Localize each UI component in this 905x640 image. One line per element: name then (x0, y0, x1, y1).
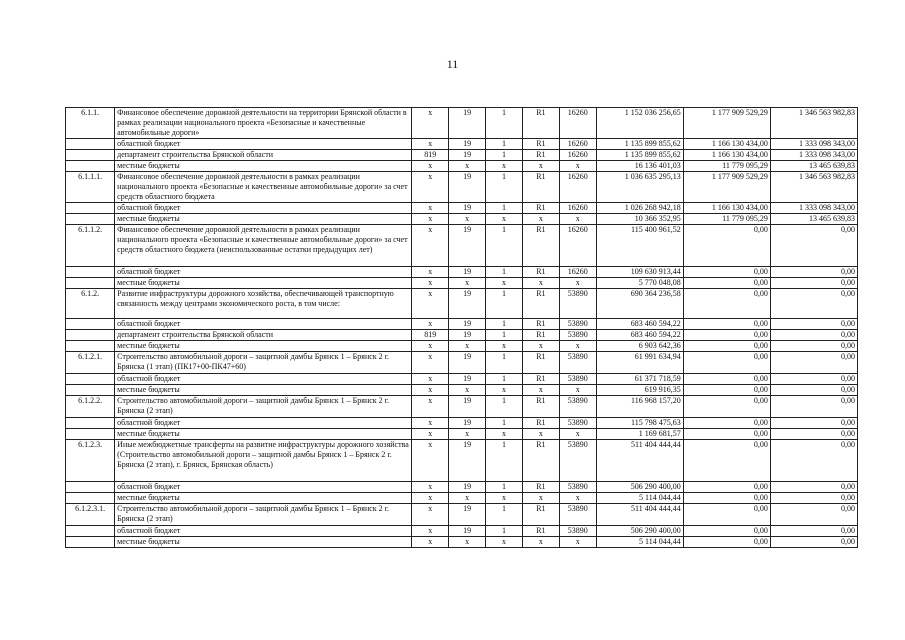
cell-code-4: х (522, 537, 559, 548)
cell-amount-1: 1 135 899 855,62 (596, 139, 683, 150)
cell-code-2: 19 (449, 267, 486, 278)
row-number: 6.1.2.3. (66, 440, 115, 482)
cell-code-3: х (486, 278, 523, 289)
cell-code-1: х (412, 267, 449, 278)
cell-code-5: х (559, 537, 596, 548)
row-name: Строительство автомобильной дороги – защитной дамбы Брянск 1 – Брянск 2 г. Брянска (2 этап) (115, 504, 412, 526)
cell-code-5: 53890 (559, 374, 596, 385)
cell-code-4: х (522, 429, 559, 440)
cell-code-1: х (412, 440, 449, 482)
cell-code-2: 19 (449, 352, 486, 374)
row-name: Финансовое обеспечение дорожной деятельности в рамках реализации национального проекта «Безопасные и качественные автомобильные дороги» за счет средств областного бюджета (115, 172, 412, 203)
cell-code-4: R1 (522, 330, 559, 341)
row-name: Развитие инфраструктуры дорожного хозяйства, обеспечивающей транспортную связанность между центрами экономического роста, в том числе: (115, 289, 412, 319)
row-number (66, 150, 115, 161)
row-number (66, 429, 115, 440)
row-number (66, 214, 115, 225)
cell-code-1: х (412, 429, 449, 440)
cell-code-3: 1 (486, 504, 523, 526)
cell-amount-1: 1 026 268 942,18 (596, 203, 683, 214)
row-number (66, 267, 115, 278)
cell-code-2: х (449, 493, 486, 504)
cell-code-3: 1 (486, 108, 523, 139)
cell-amount-3: 1 333 098 343,00 (770, 203, 857, 214)
row-name: Строительство автомобильной дороги – защитной дамбы Брянск 1 – Брянск 2 г. Брянска (2 этап) (115, 396, 412, 418)
cell-code-2: х (449, 161, 486, 172)
row-number: 6.1.2.3.1. (66, 504, 115, 526)
cell-code-1: х (412, 278, 449, 289)
cell-code-2: 19 (449, 396, 486, 418)
cell-amount-2: 0,00 (683, 385, 770, 396)
cell-amount-2: 0,00 (683, 440, 770, 482)
cell-code-5: 53890 (559, 504, 596, 526)
cell-amount-3: 0,00 (770, 482, 857, 493)
cell-amount-2: 0,00 (683, 537, 770, 548)
cell-code-2: 19 (449, 203, 486, 214)
table-row (66, 374, 858, 385)
row-number (66, 385, 115, 396)
cell-code-1: х (412, 537, 449, 548)
cell-amount-2: 0,00 (683, 396, 770, 418)
cell-amount-1: 10 366 352,95 (596, 214, 683, 225)
cell-code-5: 53890 (559, 526, 596, 537)
cell-code-2: х (449, 214, 486, 225)
cell-code-4: R1 (522, 108, 559, 139)
cell-code-2: 19 (449, 172, 486, 203)
cell-code-5: х (559, 278, 596, 289)
cell-amount-1: 511 404 444,44 (596, 504, 683, 526)
row-name: местные бюджеты (115, 385, 412, 396)
row-name: областной бюджет (115, 139, 412, 150)
cell-amount-2: 0,00 (683, 504, 770, 526)
cell-amount-1: 506 290 400,00 (596, 526, 683, 537)
cell-code-4: R1 (522, 150, 559, 161)
row-name: областной бюджет (115, 319, 412, 330)
table-row (66, 214, 858, 225)
table-row (66, 341, 858, 352)
table-row (66, 161, 858, 172)
row-number (66, 139, 115, 150)
cell-code-3: 1 (486, 418, 523, 429)
cell-code-5: 53890 (559, 482, 596, 493)
row-number (66, 418, 115, 429)
cell-code-4: х (522, 278, 559, 289)
cell-code-1: х (412, 482, 449, 493)
cell-code-2: 19 (449, 330, 486, 341)
cell-code-3: 1 (486, 396, 523, 418)
cell-amount-2: 0,00 (683, 352, 770, 374)
table-row (66, 493, 858, 504)
cell-amount-2: 1 166 130 434,00 (683, 150, 770, 161)
cell-amount-3: 1 346 563 982,83 (770, 172, 857, 203)
cell-amount-3: 0,00 (770, 493, 857, 504)
cell-code-4: R1 (522, 396, 559, 418)
row-number (66, 330, 115, 341)
cell-code-5: 53890 (559, 440, 596, 482)
cell-code-2: 19 (449, 225, 486, 267)
cell-code-2: 19 (449, 526, 486, 537)
row-number: 6.1.1.1. (66, 172, 115, 203)
table-row (66, 396, 858, 418)
cell-amount-3: 0,00 (770, 385, 857, 396)
cell-code-4: R1 (522, 440, 559, 482)
row-number (66, 203, 115, 214)
cell-code-4: R1 (522, 526, 559, 537)
cell-code-5: х (559, 493, 596, 504)
table-row (66, 172, 858, 203)
cell-code-1: х (412, 139, 449, 150)
row-number: 6.1.1.2. (66, 225, 115, 267)
cell-code-1: х (412, 108, 449, 139)
cell-amount-2: 1 166 130 434,00 (683, 139, 770, 150)
row-name: местные бюджеты (115, 161, 412, 172)
cell-code-3: 1 (486, 319, 523, 330)
cell-code-3: 1 (486, 267, 523, 278)
cell-code-5: 53890 (559, 418, 596, 429)
cell-code-2: 19 (449, 440, 486, 482)
cell-code-1: х (412, 352, 449, 374)
cell-amount-3: 13 465 639,83 (770, 161, 857, 172)
cell-code-5: х (559, 429, 596, 440)
cell-code-5: 16260 (559, 203, 596, 214)
cell-code-3: 1 (486, 482, 523, 493)
cell-code-2: 19 (449, 374, 486, 385)
row-number: 6.1.2.1. (66, 352, 115, 374)
row-name: местные бюджеты (115, 493, 412, 504)
cell-code-3: х (486, 161, 523, 172)
table-row (66, 440, 858, 482)
cell-code-2: 19 (449, 289, 486, 319)
budget-table (65, 107, 858, 548)
cell-amount-3: 0,00 (770, 225, 857, 267)
cell-code-1: х (412, 172, 449, 203)
row-number (66, 482, 115, 493)
table-row (66, 330, 858, 341)
table-row (66, 385, 858, 396)
row-name: областной бюджет (115, 203, 412, 214)
table-row (66, 278, 858, 289)
cell-code-5: 16260 (559, 267, 596, 278)
cell-code-5: 16260 (559, 225, 596, 267)
cell-amount-3: 1 333 098 343,00 (770, 150, 857, 161)
cell-amount-1: 109 630 913,44 (596, 267, 683, 278)
cell-amount-2: 0,00 (683, 278, 770, 289)
row-number (66, 537, 115, 548)
cell-amount-3: 0,00 (770, 267, 857, 278)
table-row (66, 526, 858, 537)
row-name: областной бюджет (115, 526, 412, 537)
cell-code-3: 1 (486, 289, 523, 319)
cell-code-2: 19 (449, 108, 486, 139)
table-row (66, 150, 858, 161)
page-number: 11 (446, 57, 459, 71)
cell-amount-2: 0,00 (683, 330, 770, 341)
row-number (66, 526, 115, 537)
row-number (66, 161, 115, 172)
cell-amount-3: 0,00 (770, 278, 857, 289)
cell-code-1: х (412, 341, 449, 352)
cell-amount-3: 1 346 563 982,83 (770, 108, 857, 139)
cell-amount-1: 115 798 475,63 (596, 418, 683, 429)
table-row (66, 429, 858, 440)
cell-amount-1: 506 290 400,00 (596, 482, 683, 493)
cell-code-1: х (412, 319, 449, 330)
cell-code-4: R1 (522, 172, 559, 203)
cell-code-3: 1 (486, 352, 523, 374)
cell-code-2: х (449, 537, 486, 548)
cell-code-1: х (412, 493, 449, 504)
cell-code-2: х (449, 341, 486, 352)
row-number (66, 493, 115, 504)
cell-code-1: х (412, 374, 449, 385)
cell-amount-3: 0,00 (770, 374, 857, 385)
cell-code-4: R1 (522, 319, 559, 330)
cell-amount-2: 1 177 909 529,29 (683, 172, 770, 203)
row-number (66, 374, 115, 385)
table-row (66, 267, 858, 278)
cell-amount-1: 115 400 961,52 (596, 225, 683, 267)
cell-amount-2: 0,00 (683, 225, 770, 267)
cell-amount-2: 0,00 (683, 418, 770, 429)
cell-amount-1: 1 152 036 256,65 (596, 108, 683, 139)
table-row (66, 504, 858, 526)
cell-amount-1: 683 460 594,22 (596, 319, 683, 330)
table-row (66, 537, 858, 548)
cell-code-3: 1 (486, 374, 523, 385)
row-name: Финансовое обеспечение дорожной деятельности на территории Брянской области в рамках реализации национального проекта «Безопасные и качественные автомобильные дороги» (115, 108, 412, 139)
cell-code-4: R1 (522, 139, 559, 150)
cell-amount-1: 116 968 157,20 (596, 396, 683, 418)
cell-amount-1: 1 135 899 855,62 (596, 150, 683, 161)
cell-amount-3: 0,00 (770, 289, 857, 319)
cell-code-5: 16260 (559, 139, 596, 150)
cell-code-5: 53890 (559, 396, 596, 418)
cell-code-3: х (486, 385, 523, 396)
row-name: Строительство автомобильной дороги – защитной дамбы Брянск 1 – Брянск 2 г. Брянска (1 этап) (ПК17+00-ПК47+60) (115, 352, 412, 374)
cell-code-5: х (559, 161, 596, 172)
cell-code-1: х (412, 289, 449, 319)
cell-amount-2: 0,00 (683, 482, 770, 493)
cell-amount-3: 0,00 (770, 429, 857, 440)
row-number (66, 319, 115, 330)
cell-code-2: 19 (449, 482, 486, 493)
cell-amount-3: 1 333 098 343,00 (770, 139, 857, 150)
cell-amount-3: 0,00 (770, 526, 857, 537)
cell-code-5: х (559, 385, 596, 396)
cell-code-3: х (486, 214, 523, 225)
cell-code-5: х (559, 341, 596, 352)
row-name: местные бюджеты (115, 537, 412, 548)
cell-code-4: х (522, 493, 559, 504)
row-name: областной бюджет (115, 267, 412, 278)
row-name: местные бюджеты (115, 278, 412, 289)
cell-code-4: R1 (522, 352, 559, 374)
cell-amount-1: 61 371 718,59 (596, 374, 683, 385)
cell-amount-2: 0,00 (683, 374, 770, 385)
row-number (66, 278, 115, 289)
row-number (66, 341, 115, 352)
cell-code-4: R1 (522, 482, 559, 493)
cell-code-2: х (449, 278, 486, 289)
cell-code-1: х (412, 385, 449, 396)
row-name: областной бюджет (115, 418, 412, 429)
cell-amount-2: 1 177 909 529,29 (683, 108, 770, 139)
cell-code-1: х (412, 214, 449, 225)
cell-code-4: R1 (522, 225, 559, 267)
row-name: местные бюджеты (115, 214, 412, 225)
row-name: департамент строительства Брянской области (115, 330, 412, 341)
cell-code-4: R1 (522, 267, 559, 278)
table-row (66, 319, 858, 330)
cell-amount-1: 5 114 044,44 (596, 493, 683, 504)
row-name: областной бюджет (115, 374, 412, 385)
table-row (66, 418, 858, 429)
cell-amount-3: 0,00 (770, 504, 857, 526)
cell-amount-3: 0,00 (770, 440, 857, 482)
cell-amount-2: 1 166 130 434,00 (683, 203, 770, 214)
cell-amount-2: 11 779 095,29 (683, 161, 770, 172)
cell-amount-3: 0,00 (770, 418, 857, 429)
cell-code-4: х (522, 341, 559, 352)
table-row (66, 225, 858, 267)
cell-amount-1: 683 460 594,22 (596, 330, 683, 341)
cell-amount-1: 619 916,35 (596, 385, 683, 396)
cell-code-2: 19 (449, 418, 486, 429)
row-number: 6.1.1. (66, 108, 115, 139)
cell-code-2: 19 (449, 319, 486, 330)
cell-code-3: 1 (486, 225, 523, 267)
cell-code-1: х (412, 396, 449, 418)
cell-code-1: х (412, 161, 449, 172)
cell-code-4: R1 (522, 504, 559, 526)
cell-amount-3: 0,00 (770, 330, 857, 341)
cell-code-1: 819 (412, 150, 449, 161)
cell-code-3: 1 (486, 172, 523, 203)
table-row (66, 108, 858, 139)
cell-code-5: 16260 (559, 150, 596, 161)
table-row (66, 289, 858, 319)
cell-amount-3: 0,00 (770, 537, 857, 548)
row-name: Иные межбюджетные трансферты на развитие инфраструктуры дорожного хозяйства (Строительство автомобильной дороги – защитной дамбы Брянск 1 – Брянск 2 г. Брянска (2 этап), г. Брянск, Брянская область) (115, 440, 412, 482)
cell-code-1: х (412, 504, 449, 526)
cell-code-1: х (412, 203, 449, 214)
cell-code-4: х (522, 161, 559, 172)
cell-code-5: 16260 (559, 172, 596, 203)
cell-amount-2: 11 779 095,29 (683, 214, 770, 225)
cell-code-3: 1 (486, 330, 523, 341)
cell-amount-2: 0,00 (683, 289, 770, 319)
row-number: 6.1.2.2. (66, 396, 115, 418)
cell-amount-1: 1 169 681,57 (596, 429, 683, 440)
row-name: департамент строительства Брянской области (115, 150, 412, 161)
cell-code-1: 819 (412, 330, 449, 341)
cell-code-3: 1 (486, 139, 523, 150)
cell-amount-1: 5 770 048,08 (596, 278, 683, 289)
cell-code-3: х (486, 341, 523, 352)
cell-code-5: 53890 (559, 289, 596, 319)
cell-code-1: х (412, 225, 449, 267)
cell-amount-1: 511 404 444,44 (596, 440, 683, 482)
cell-code-4: R1 (522, 203, 559, 214)
cell-code-3: 1 (486, 150, 523, 161)
cell-amount-2: 0,00 (683, 341, 770, 352)
cell-code-4: R1 (522, 374, 559, 385)
cell-code-5: 53890 (559, 319, 596, 330)
cell-code-3: 1 (486, 203, 523, 214)
table-row (66, 139, 858, 150)
cell-code-3: х (486, 493, 523, 504)
cell-code-1: х (412, 418, 449, 429)
cell-code-3: х (486, 429, 523, 440)
cell-amount-1: 16 136 401,03 (596, 161, 683, 172)
cell-amount-1: 5 114 044,44 (596, 537, 683, 548)
cell-code-4: R1 (522, 418, 559, 429)
cell-amount-3: 13 465 639,83 (770, 214, 857, 225)
row-name: местные бюджеты (115, 429, 412, 440)
cell-code-3: 1 (486, 526, 523, 537)
cell-amount-3: 0,00 (770, 319, 857, 330)
cell-amount-3: 0,00 (770, 352, 857, 374)
cell-code-5: 53890 (559, 330, 596, 341)
row-name: Финансовое обеспечение дорожной деятельности в рамках реализации национального проекта «Безопасные и качественные автомобильные дороги» за счет средств областного бюджета (неиспользованные остатки предыдущих лет) (115, 225, 412, 267)
cell-code-4: х (522, 214, 559, 225)
cell-code-4: R1 (522, 289, 559, 319)
cell-amount-1: 1 036 635 295,13 (596, 172, 683, 203)
table-row (66, 482, 858, 493)
cell-code-3: 1 (486, 440, 523, 482)
cell-amount-2: 0,00 (683, 319, 770, 330)
cell-code-2: х (449, 385, 486, 396)
cell-amount-3: 0,00 (770, 341, 857, 352)
row-number: 6.1.2. (66, 289, 115, 319)
cell-code-2: 19 (449, 504, 486, 526)
cell-amount-1: 690 364 236,58 (596, 289, 683, 319)
cell-code-2: 19 (449, 150, 486, 161)
row-name: местные бюджеты (115, 341, 412, 352)
cell-amount-3: 0,00 (770, 396, 857, 418)
row-name: областной бюджет (115, 482, 412, 493)
table-row (66, 203, 858, 214)
cell-code-2: х (449, 429, 486, 440)
cell-amount-2: 0,00 (683, 526, 770, 537)
cell-code-2: 19 (449, 139, 486, 150)
cell-amount-1: 61 991 634,94 (596, 352, 683, 374)
cell-code-1: х (412, 526, 449, 537)
cell-code-5: х (559, 214, 596, 225)
table-row (66, 352, 858, 374)
cell-code-3: х (486, 537, 523, 548)
cell-code-5: 53890 (559, 352, 596, 374)
cell-amount-1: 6 903 642,36 (596, 341, 683, 352)
cell-amount-2: 0,00 (683, 429, 770, 440)
cell-amount-2: 0,00 (683, 493, 770, 504)
cell-code-4: х (522, 385, 559, 396)
cell-amount-2: 0,00 (683, 267, 770, 278)
cell-code-5: 16260 (559, 108, 596, 139)
